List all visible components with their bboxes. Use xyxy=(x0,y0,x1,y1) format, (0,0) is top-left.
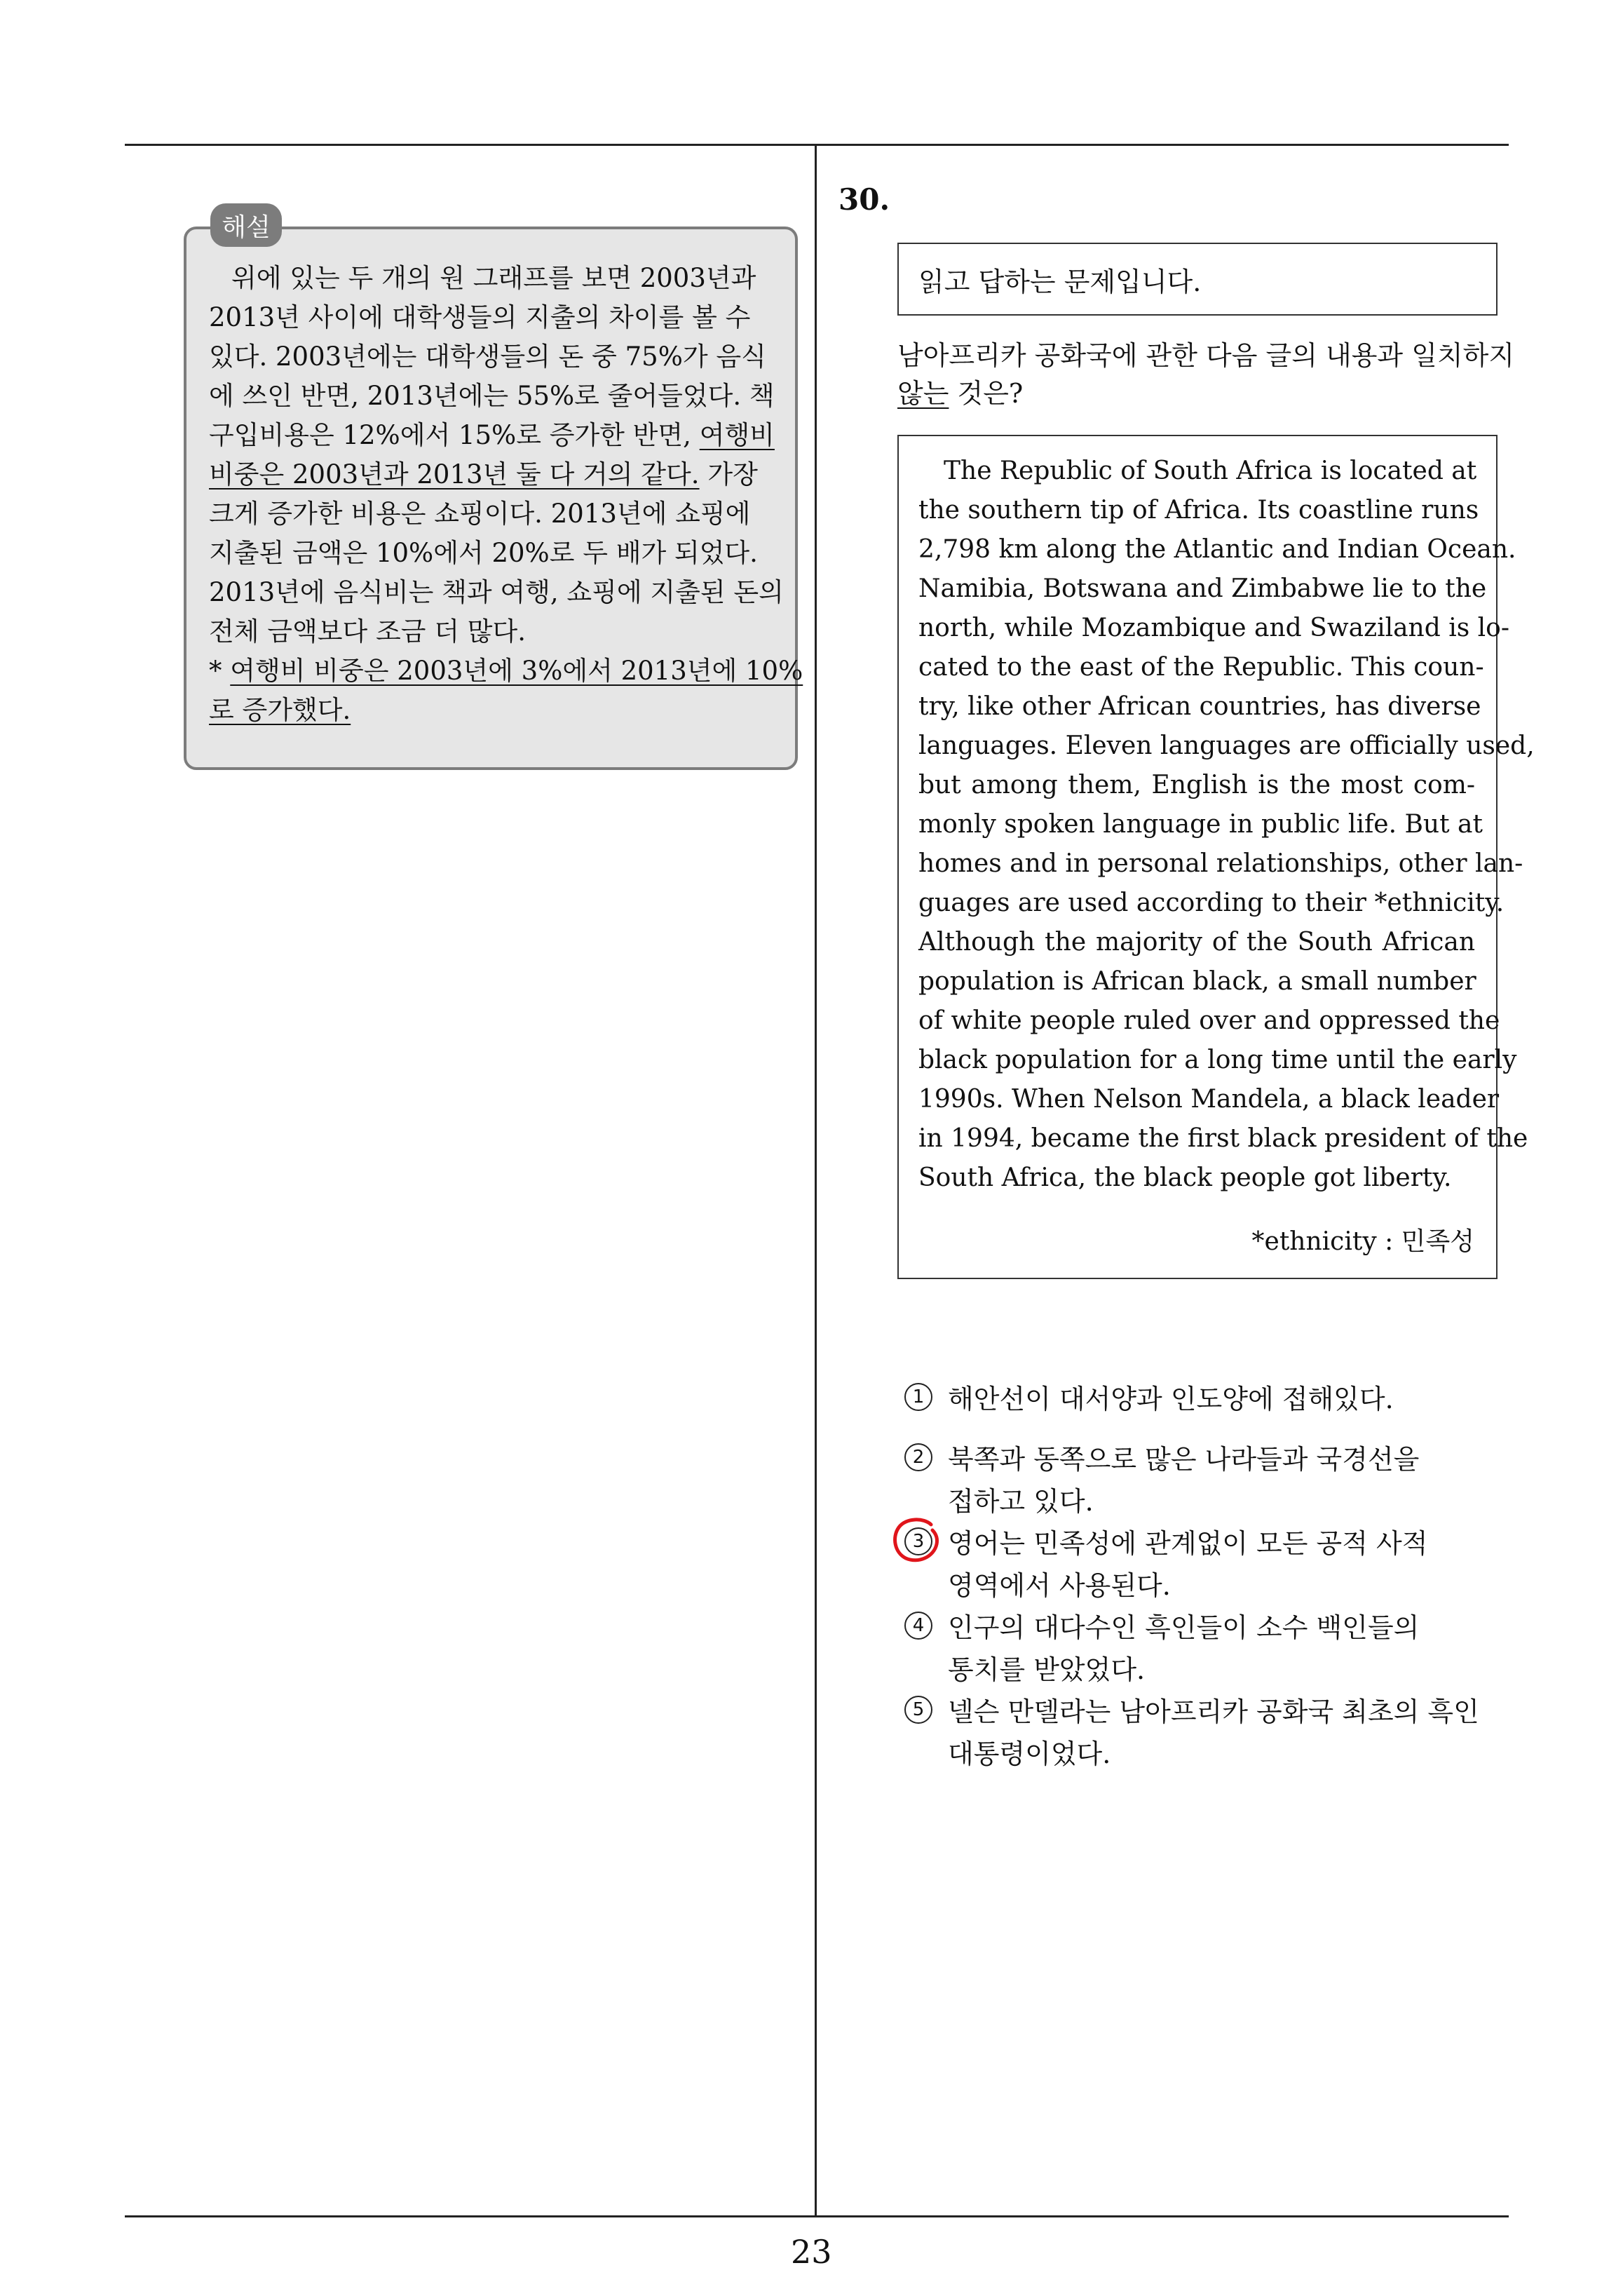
question-number: 30. xyxy=(838,182,890,217)
choice-text-continued: 영역에서 사용된다. xyxy=(948,1570,1171,1601)
passage-line: monly spoken language in public life. But at xyxy=(918,810,1483,839)
explanation-line: 비중은 2003년과 2013년 둘 다 거의 같다. 가장 xyxy=(209,459,758,489)
explanation-line: 크게 증가한 비용은 쇼핑이다. 2013년에 쇼핑에 xyxy=(209,499,751,529)
passage-line: guages are used according to their *ethnicity. xyxy=(918,889,1505,917)
choice-text: 해안선이 대서양과 인도양에 접해있다. xyxy=(948,1384,1394,1414)
passage-line: population is African black, a small number xyxy=(918,967,1476,996)
choice-text-continued: 접하고 있다. xyxy=(948,1486,1094,1517)
underlined-text: 않는 xyxy=(897,378,949,409)
choice-text: 넬슨 만델라는 남아프리카 공화국 최초의 흑인 xyxy=(948,1696,1479,1727)
bottom-rule xyxy=(125,2215,1509,2217)
explanation-line xyxy=(209,697,351,723)
explanation-line: 2013년 사이에 대학생들의 지출의 차이를 볼 수 xyxy=(209,302,751,332)
explanation-line: 구입비용은 12%에서 15%로 증가한 반면, 여행비 xyxy=(209,420,775,450)
passage-line: Namibia, Botswana and Zimbabwe lie to the xyxy=(918,574,1487,603)
underlined-text: 비중은 2003년과 2013년 둘 다 거의 같다. xyxy=(209,459,700,489)
top-rule xyxy=(125,144,1509,146)
underlined-text: 여행비 비중은 2003년에 3%에서 2013년에 10% xyxy=(230,656,803,686)
explanation-line: 있다. 2003년에는 대학생들의 돈 중 75%가 음식 xyxy=(209,342,766,372)
passage-line: South Africa, the black people got liberty. xyxy=(918,1163,1452,1192)
choice-number: 3 xyxy=(904,1527,932,1555)
choice-text-continued: 통치를 받았었다. xyxy=(948,1654,1146,1685)
passage-line: The Republic of South Africa is located at xyxy=(944,457,1477,485)
passage-line: black population for a long time until the early xyxy=(918,1046,1517,1074)
passage-line: languages. Eleven languages are officially used, xyxy=(918,731,1535,760)
passage-line: of white people ruled over and oppressed the xyxy=(918,1006,1500,1035)
underlined-text: 여행비 xyxy=(699,420,775,450)
explanation-line: * 여행비 비중은 2003년에 3%에서 2013년에 10% xyxy=(209,656,803,686)
instruction-box xyxy=(897,243,1498,316)
passage-line: 2,798 km along the Atlantic and Indian Ocean. xyxy=(918,535,1516,564)
question-prompt-line: 남아프리카 공화국에 관한 다음 글의 내용과 일치하지 xyxy=(897,340,1515,371)
choice-text: 인구의 대다수인 흑인들이 소수 백인들의 xyxy=(948,1612,1420,1643)
passage-line: Although the majority of the South African xyxy=(918,928,1475,957)
passage-line: cated to the east of the Republic. This coun- xyxy=(918,653,1484,682)
explanation-tag: 해설 xyxy=(210,203,282,247)
passage-line: homes and in personal relationships, other lan- xyxy=(918,849,1523,878)
answer-circle-mark xyxy=(890,1515,942,1565)
underlined-text: 로 증가했다. xyxy=(209,695,351,725)
explanation-line: 2013년에 음식비는 책과 여행, 쇼핑에 지출된 돈의 xyxy=(209,577,784,607)
choice-number: 1 xyxy=(904,1383,932,1411)
instruction-text: 읽고 답하는 문제입니다. xyxy=(918,266,1202,297)
explanation-line: 지출된 금액은 10%에서 20%로 두 배가 되었다. xyxy=(209,538,758,568)
explanation-line: 전체 금액보다 조금 더 많다. xyxy=(209,616,526,647)
passage-line: 1990s. When Nelson Mandela, a black leader xyxy=(918,1085,1500,1114)
explanation-line: 에 쓰인 반면, 2013년에는 55%로 줄어들었다. 책 xyxy=(209,381,775,411)
choice-number: 2 xyxy=(904,1443,932,1471)
question-prompt-line: 않는 것은? xyxy=(897,378,1024,409)
passage-line: the southern tip of Africa. Its coastline runs xyxy=(918,496,1479,525)
passage-line: try, like other African countries, has diverse xyxy=(918,692,1481,721)
page-number: 23 xyxy=(791,2233,832,2271)
column-divider xyxy=(815,144,817,2217)
choice-text-continued: 대통령이었다. xyxy=(948,1738,1111,1769)
choice-text: 북쪽과 동쪽으로 많은 나라들과 국경선을 xyxy=(948,1444,1420,1475)
choice-number: 4 xyxy=(904,1612,932,1640)
choice-number: 5 xyxy=(904,1696,932,1724)
choice-text: 영어는 민족성에 관계없이 모든 공적 사적 xyxy=(948,1528,1428,1559)
explanation-line: 위에 있는 두 개의 원 그래프를 보면 2003년과 xyxy=(231,263,756,293)
passage-line: in 1994, became the first black president of the xyxy=(918,1124,1528,1153)
passage-line: north, while Mozambique and Swaziland is lo- xyxy=(918,614,1510,642)
passage-line: but among them, English is the most com- xyxy=(918,771,1475,799)
passage-footnote: *ethnicity : 민족성 xyxy=(1251,1227,1474,1256)
